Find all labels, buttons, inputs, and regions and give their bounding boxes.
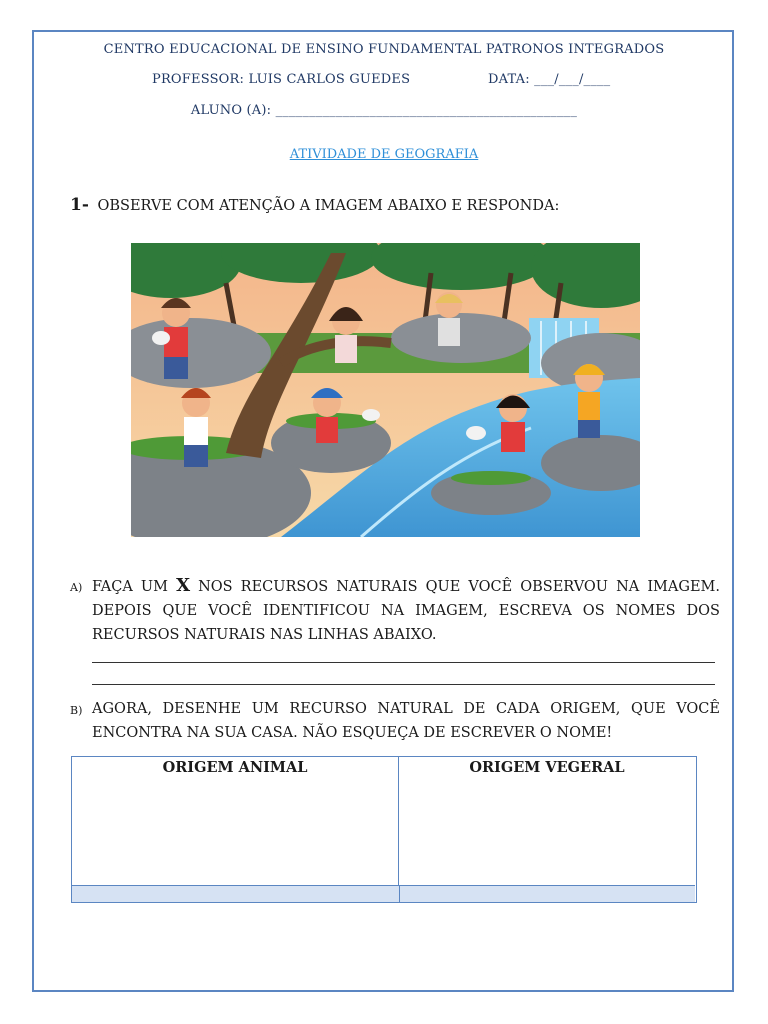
big-x-mark: X	[176, 575, 191, 596]
item-a-text-before: FAÇA UM	[92, 579, 177, 595]
answer-line-1[interactable]	[92, 662, 715, 663]
student-name-field: ALUNO (A): _____________________________________________	[190, 103, 578, 118]
nature-illustration	[131, 243, 640, 537]
header-origem-animal: ORIGEM ANIMAL	[162, 759, 308, 776]
answer-line-2[interactable]	[92, 684, 715, 685]
professor-name: PROFESSOR: LUIS CARLOS GUEDES	[152, 72, 411, 87]
item-b-text: AGORA, DESENHE UM RECURSO NATURAL DE CADA ORIGEM, QUE VOCÊ ENCONTRA NA SUA CASA. NÃO ESQUEÇA DE ESCREVER O NOME!	[92, 701, 720, 741]
question-1	[70, 195, 559, 215]
item-b-marker: B)	[70, 704, 83, 717]
school-name: CENTRO EDUCACIONAL DE ENSINO FUNDAMENTAL PATRONOS INTEGRADOS	[103, 42, 665, 57]
activity-title[interactable]: ATIVIDADE DE GEOGRAFIA	[289, 147, 479, 162]
table-footer-row	[72, 885, 695, 902]
illustration-svg	[131, 243, 640, 537]
date-field: DATA: ___/___/____	[488, 72, 611, 87]
question-number: 1-	[70, 195, 89, 215]
item-a-text-after: NOS RECURSOS NATURAIS QUE VOCÊ OBSERVOU NA IMAGEM. DEPOIS QUE VOCÊ IDENTIFICOU NA IMAGEM, ESCREVA OS NOMES DOS RECURSOS NATURAIS NAS LINHAS ABAIXO.	[92, 579, 720, 643]
item-a-marker: A)	[70, 581, 83, 594]
header-origem-vegetal: ORIGEM VEGERAL	[469, 759, 625, 776]
question-text: OBSERVE COM ATENÇÃO A IMAGEM ABAIXO E RESPONDA:	[97, 198, 560, 214]
drawing-table	[71, 756, 697, 903]
cell-origem-animal[interactable]	[72, 757, 399, 885]
cell-origem-vegetal[interactable]	[399, 757, 695, 885]
table-footer-divider	[399, 886, 400, 902]
item-a-text	[92, 574, 720, 647]
